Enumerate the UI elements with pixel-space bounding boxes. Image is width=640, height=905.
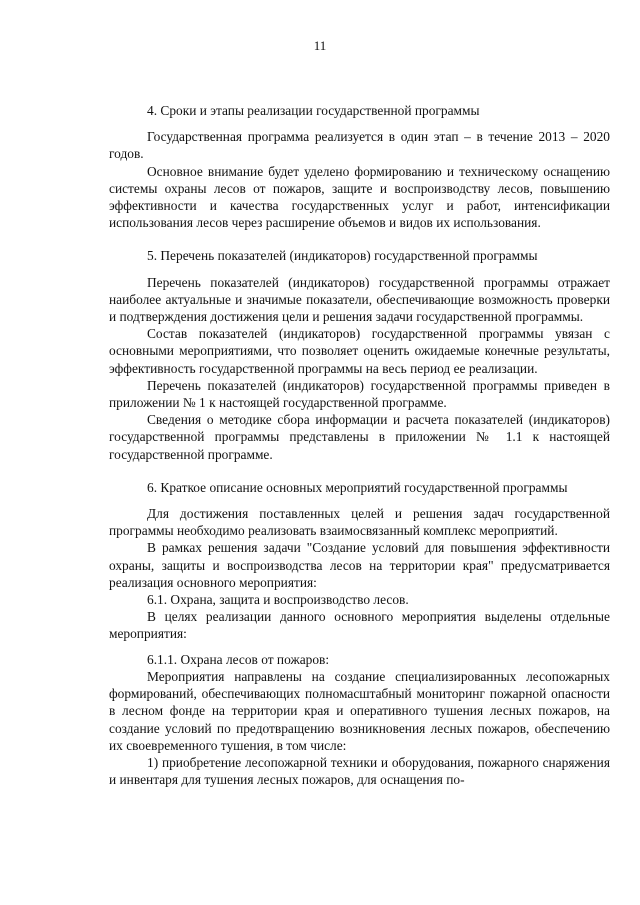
document-body [109,102,610,788]
section-5-indicators [109,247,610,462]
subsection-heading: 6.1.1. Охрана лесов от пожаров: [147,651,330,667]
paragraph: 6.1. Охрана, защита и воспроизводство лесов. [147,592,409,608]
page-number: 11 [313,38,327,53]
paragraph: Перечень показателей (индикаторов) государственной программы отражает наиболее актуальные и значимые показатели, обеспечивающие возможность проверки и подтверждения достижения цели и решения задачи государственной программы. [109,274,610,325]
paragraph: Для достижения поставленных целей и решения задач государственной программы необходимо реализовать взаимосвязанный комплекс мероприятий. [109,506,610,539]
paragraph: В целях реализации данного основного мероприятия выделены отдельные мероприятия: [109,609,610,642]
paragraph: Мероприятия направлены на создание специализированных лесопожарных формирований, обеспечивающих полномасштабный мониторинг пожарной опасности в лесном фонде на территории края и оперативного тушения лесных пожаров, на создание условий по предотвращению возникновения лесных пожаров, обеспечению их своевременного тушения, в том числе: [109,668,610,753]
section-6-1-1-fire-protection [109,651,610,789]
paragraph: В рамках решения задачи "Создание условий для повышения эффективности охраны, защиты и воспроизводства лесов на территории края" предусматривается реализация основного мероприятия: [109,540,610,590]
section-heading: 6. Краткое описание основных мероприятий государственной программы [147,479,568,495]
paragraph: 1) приобретение лесопожарной техники и оборудования, пожарного снаряжения и инвентаря для тушения лесных пожаров, для оснащения по- [109,754,610,788]
paragraph: Состав показателей (индикаторов) государственной программы увязан с основными мероприятиями, что позволяет оценить ожидаемые конечные результаты, эффективность государственной программы на весь период ее реализации. [109,326,610,376]
section-4-timeline [109,102,610,231]
section-heading: 5. Перечень показателей (индикаторов) государственной программы [147,248,538,264]
paragraph: Перечень показателей (индикаторов) государственной программы приведен в приложении № 1 к настоящей государственной программе. [109,377,610,411]
section-heading: 4. Сроки и этапы реализации государственной программы [147,103,480,118]
paragraph: Сведения о методике сбора информации и расчета показателей (индикаторов) государственной программы представлены в приложении № 1.1 к настоящей государственной программе. [109,412,610,462]
paragraph: Государственная программа реализуется в один этап – в течение 2013 – 2020 годов. [109,129,610,162]
section-6-activities [109,479,610,643]
paragraph: Основное внимание будет уделено формированию и техническому оснащению системы охраны лесов от пожаров, защите и воспроизводству лесов, повышению эффективности и качества государственных услуг и работ, интенсификации использования лесов через расширение объемов и видов их использования. [109,163,610,231]
